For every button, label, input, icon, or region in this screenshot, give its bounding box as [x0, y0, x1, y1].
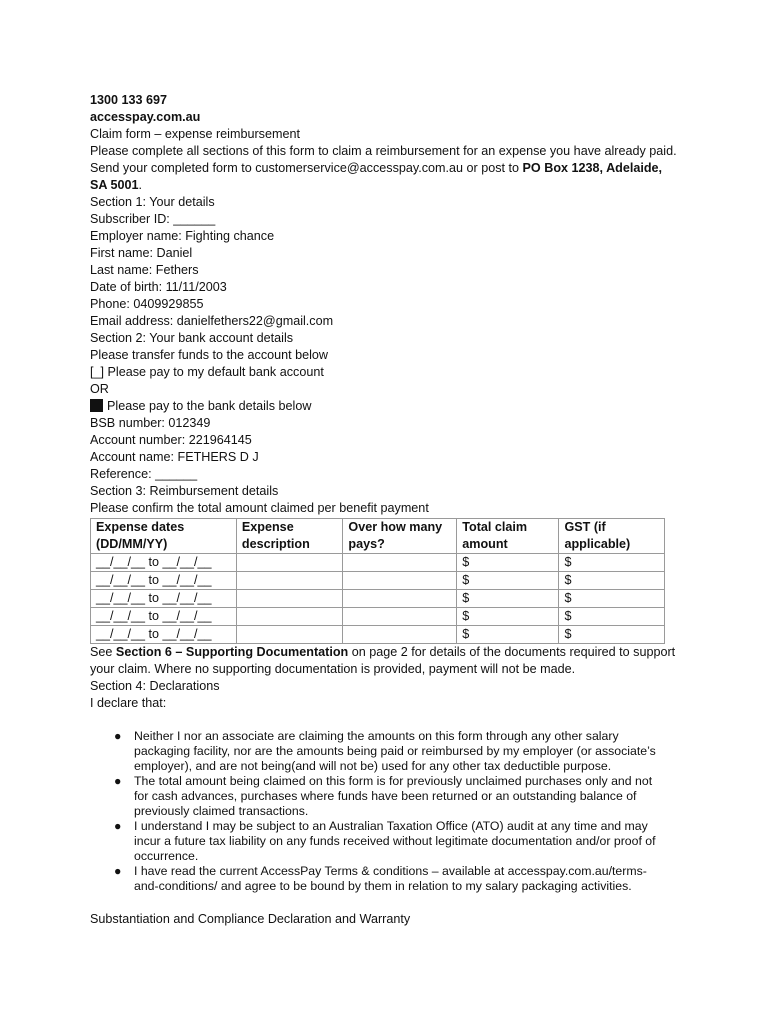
- last-name: Last name: Fethers: [90, 263, 199, 277]
- employer-name: Employer name: Fighting chance: [90, 229, 275, 243]
- declare-text: I declare that:: [90, 696, 167, 710]
- bullet-icon: ●: [114, 864, 122, 878]
- declaration-text: I have read the current AccessPay Terms & conditions – available at accesspay.com.au/terms-and-conditions/ and agree to be bound by them in relation to my salary packaging activities.: [134, 864, 647, 893]
- cell-dates[interactable]: __/__/__ to __/__/__: [91, 608, 237, 626]
- section2-heading: Section 2: Your bank account details: [90, 331, 294, 345]
- header-pays: Over how many pays?: [343, 519, 457, 554]
- subscriber-id: Subscriber ID: ______: [90, 212, 216, 226]
- cell-pays[interactable]: [343, 626, 457, 644]
- cell-description[interactable]: [236, 626, 343, 644]
- cell-dates[interactable]: __/__/__ to __/__/__: [91, 626, 237, 644]
- list-item: [114, 864, 669, 894]
- cell-total[interactable]: $: [457, 554, 559, 572]
- confirm-text: Please confirm the total amount claimed per benefit payment: [90, 501, 429, 515]
- send-instructions: [90, 160, 680, 177]
- table-row: [91, 590, 665, 608]
- header-total-claim: Total claim amount: [457, 519, 559, 554]
- phone-field: Phone: 0409929855: [90, 297, 204, 311]
- table-header-row: [91, 519, 665, 554]
- list-item: [114, 774, 669, 819]
- cell-gst[interactable]: $: [559, 572, 665, 590]
- list-item: [114, 729, 669, 774]
- cell-pays[interactable]: [343, 590, 457, 608]
- cell-dates[interactable]: __/__/__ to __/__/__: [91, 572, 237, 590]
- header-expense-dates: Expense dates (DD/MM/YY): [91, 519, 237, 554]
- phone-number: 1300 133 697: [90, 93, 168, 107]
- supporting-docs-note: [90, 644, 680, 678]
- postal-address-line1: PO Box 1238, Adelaide,: [522, 161, 663, 175]
- cell-gst[interactable]: $: [559, 608, 665, 626]
- declaration-text: I understand I may be subject to an Australian Taxation Office (ATO) audit at any time and may incur a future tax liability on any funds received without legitimate documentation and/or proof of occurrence.: [134, 819, 656, 863]
- section6-link[interactable]: Section 6 – Supporting Documentation: [115, 645, 349, 659]
- postal-address-line2: SA 5001: [90, 178, 139, 192]
- cell-pays[interactable]: [343, 608, 457, 626]
- cell-total[interactable]: $: [457, 626, 559, 644]
- declaration-text: The total amount being claimed on this form is for previously unclaimed purchases only and not for cash advances, purchases where funds have been returned or an outstanding balance of previously claimed transactions.: [134, 774, 653, 818]
- cell-pays[interactable]: [343, 572, 457, 590]
- cell-gst[interactable]: $: [559, 590, 665, 608]
- or-text: OR: [90, 382, 109, 396]
- section3-heading: Section 3: Reimbursement details: [90, 484, 279, 498]
- spacer: [90, 894, 680, 911]
- header-expense-description: Expense description: [236, 519, 343, 554]
- cell-dates[interactable]: __/__/__ to __/__/__: [91, 554, 237, 572]
- see-prefix: See: [90, 645, 116, 659]
- bullet-icon: ●: [114, 819, 122, 833]
- section4-heading: Section 4: Declarations: [90, 679, 220, 693]
- section1-heading: Section 1: Your details: [90, 195, 215, 209]
- email-field: Email address: danielfethers22@gmail.com: [90, 314, 334, 328]
- form-title: Claim form – expense reimbursement: [90, 127, 300, 141]
- default-account-option[interactable]: [_] Please pay to my default bank account: [90, 365, 324, 379]
- account-name: Account name: FETHERS D J: [90, 450, 259, 464]
- declaration-list: [90, 729, 680, 894]
- bank-details-option-label: Please pay to the bank details below: [107, 399, 312, 413]
- see-suffix: on page 2 for details of the documents required to support your claim. Where no supporting documentation is provided, payment will not be made.: [90, 645, 676, 676]
- table-row: [91, 572, 665, 590]
- send-instructions-cont: [90, 177, 680, 194]
- table-row: [91, 608, 665, 626]
- cell-description[interactable]: [236, 590, 343, 608]
- send-suffix: .: [138, 178, 143, 192]
- first-name: First name: Daniel: [90, 246, 193, 260]
- bank-details-option[interactable]: [90, 398, 680, 415]
- list-item: [114, 819, 669, 864]
- cell-dates[interactable]: __/__/__ to __/__/__: [91, 590, 237, 608]
- bsb-number: BSB number: 012349: [90, 416, 211, 430]
- cell-description[interactable]: [236, 572, 343, 590]
- checked-box-icon: [90, 399, 103, 412]
- bullet-icon: ●: [114, 729, 122, 743]
- declaration-text: Neither I nor an associate are claiming the amounts on this form through any other salary packaging facility, nor are the amounts being paid or reimbursed by my employer (or associate’s employer), and are not being(and will not be) used for any other tax deductible purpose.: [134, 729, 656, 773]
- transfer-text: Please transfer funds to the account below: [90, 348, 329, 362]
- website: accesspay.com.au: [90, 110, 201, 124]
- table-row: [91, 554, 665, 572]
- header-gst: GST (if applicable): [559, 519, 665, 554]
- cell-description[interactable]: [236, 608, 343, 626]
- reference: Reference: ______: [90, 467, 198, 481]
- cell-pays[interactable]: [343, 554, 457, 572]
- instructions: Please complete all sections of this form to claim a reimbursement for an expense you have already paid.: [90, 144, 677, 158]
- bullet-icon: ●: [114, 774, 122, 788]
- substantiation-heading: Substantiation and Compliance Declaration and Warranty: [90, 912, 411, 926]
- table-row: [91, 626, 665, 644]
- cell-gst[interactable]: $: [559, 626, 665, 644]
- cell-gst[interactable]: $: [559, 554, 665, 572]
- date-of-birth: Date of birth: 11/11/2003: [90, 280, 227, 294]
- send-prefix: Send your completed form to customerservice@accesspay.com.au or post to: [90, 161, 523, 175]
- reimbursement-table: [90, 518, 665, 644]
- claim-form-document: [90, 92, 680, 928]
- cell-description[interactable]: [236, 554, 343, 572]
- cell-total[interactable]: $: [457, 572, 559, 590]
- account-number: Account number: 221964145: [90, 433, 252, 447]
- cell-total[interactable]: $: [457, 608, 559, 626]
- cell-total[interactable]: $: [457, 590, 559, 608]
